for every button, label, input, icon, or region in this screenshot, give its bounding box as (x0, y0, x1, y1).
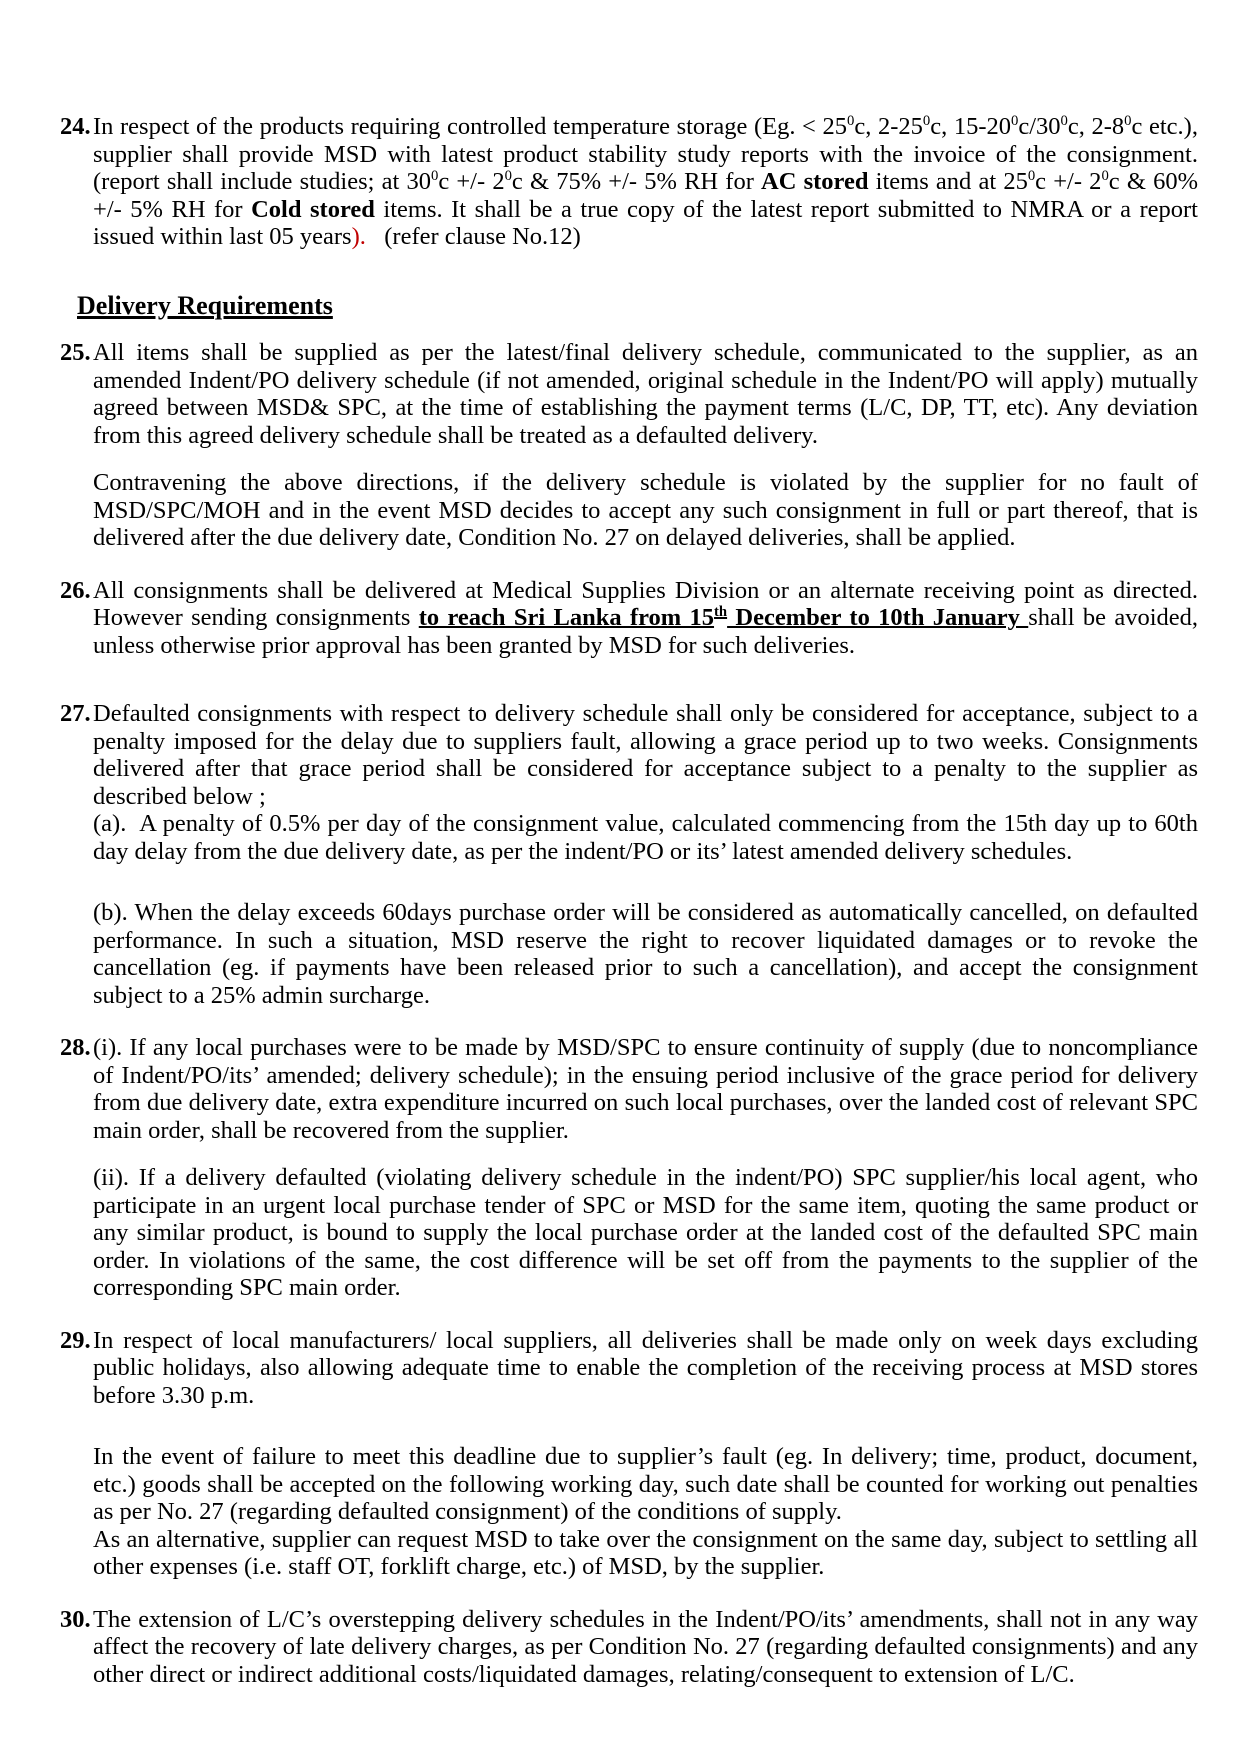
text-run: In the event of failure to meet this deadline due to supplier’s fault (eg. In delivery; time, product, document, etc.) goods shall be accepted on the following working day, such date shall be counted for working out penalties as per No. 27 (regarding defaulted consignment) of the conditions of supply. (93, 1443, 1198, 1525)
text-run: c, 2-25 (854, 113, 923, 140)
text-run: All items shall be supplied as per the latest/final delivery schedule, communicated to the supplier, as an amended Indent/PO delivery schedule (if not amended, original schedule in the Indent/PO will apply) mutually agreed between MSD& SPC, at the time of establishing the payment terms (L/C, DP, TT, etc). Any deviation from this agreed delivery schedule shall be treated as a defaulted delivery. (93, 339, 1198, 449)
text-run: c/30 (1018, 113, 1061, 140)
text-run: items. It shall be a true copy of the latest report submitted to NMRA or a report issued within last 05 years (93, 195, 1198, 250)
section-heading-delivery-requirements: Delivery Requirements (77, 290, 333, 320)
clause-28-subclause-i (93, 1034, 1198, 1144)
clause-26 (60, 577, 1198, 660)
clause-28-subclause-ii (93, 1164, 1198, 1302)
text-run: In respect of the products requiring controlled temperature storage (Eg. < 25 (93, 113, 847, 140)
text-run: The extension of L/C’s overstepping delivery schedules in the Indent/PO/its’ amendments, shall not in any way affect the recovery of late delivery charges, as per Condition No. 27 (regarding defaulted consignments) and any other direct or indirect additional costs/liquidated damages, relating/consequent to extension of L/C. (93, 1605, 1198, 1688)
text-run: Cold stored (251, 195, 375, 223)
text-run: In respect of local manufacturers/ local suppliers, all deliveries shall be made only on week days excluding public holidays, also allowing adequate time to enable the completion of the receiving process at MSD stores before 3.30 p.m. (93, 1326, 1198, 1409)
text-run: 0 (1060, 112, 1068, 129)
text-run: c & 60% +/- 5% RH for (93, 168, 1198, 223)
clause-number: 25. (60, 339, 91, 366)
clause-27-paragraph-1 (93, 700, 1198, 810)
clause-number: 27. (60, 700, 91, 727)
clause-29-paragraph-1 (93, 1327, 1198, 1410)
text-run: 0 (1101, 167, 1109, 184)
text-run: th (714, 603, 728, 620)
text-run: Contravening the above directions, if the delivery schedule is violated by the supplier for no fault of MSD/SPC/MOH and in the event MSD decides to accept any such consignment in full or part thereof, that is delivered after the due delivery date, Condition No. 27 on delayed deliveries, shall be applied. (93, 469, 1198, 551)
clause-25-paragraph-1 (93, 339, 1198, 449)
text-run: ). (351, 223, 366, 250)
clause-number: 30. (60, 1605, 91, 1633)
text-run: AC stored (761, 168, 869, 195)
text-run: items and at 25 (868, 168, 1028, 195)
text-run: (b). When the delay exceeds 60days purchase order will be considered as automatically cancelled, on defaulted performance. In such a situation, MSD reserve the right to recover liquidated damages or to revoke the cancellation (eg. if payments have been released prior to such a cancellation), and accept the consignment subject to a 25% admin surcharge. (93, 899, 1198, 1009)
text-run: (i). If any local purchases were to be made by MSD/SPC to ensure continuity of supply (due to noncompliance of Indent/PO/its’ amended; delivery schedule); in the ensuing period inclusive of the grace period for delivery from due delivery date, extra expenditure incurred on such local purchases, over the landed cost of relevant SPC main order, shall be recovered from the supplier. (93, 1034, 1198, 1144)
clause-26-paragraph-1 (93, 577, 1198, 660)
text-run: 0 (922, 112, 931, 129)
text-run: All consignments shall be delivered at Medical Supplies Division or an alternate receiving point as directed. However sending consignments (93, 576, 1198, 631)
text-run: c, 15-20 (930, 113, 1011, 140)
clause-27 (60, 700, 1198, 1009)
clause-number: 28. (60, 1034, 91, 1061)
clause-27-subclause-b (93, 899, 1198, 1009)
clause-29-paragraph-3 (93, 1526, 1198, 1581)
text-run: c +/- 2 (438, 168, 505, 195)
clause-25-paragraph-2 (93, 469, 1198, 552)
text-run: to reach Sri Lanka from 15 (418, 604, 715, 631)
text-run: c, 2-8 (1067, 113, 1125, 140)
text-run: (a). A penalty of 0.5% per day of the consignment value, calculated commencing from the 15th day up to 60th day delay from the due delivery date, as per the indent/PO or its’ latest amended delivery schedules. (93, 810, 1198, 865)
text-run: c & 75% +/- 5% RH for (511, 168, 762, 195)
text-run: c etc.), supplier shall provide MSD with latest product stability study reports with the invoice of the consignment.(report shall include studies; at 30 (93, 113, 1198, 195)
text-run: 0 (504, 167, 512, 184)
clause-25 (60, 339, 1198, 552)
text-run: December to 10th January (727, 604, 1029, 631)
clause-29 (60, 1327, 1198, 1581)
clause-27-subclause-a (93, 810, 1198, 865)
text-run: As an alternative, supplier can request MSD to take over the consignment on the same day, subject to settling all other expenses (i.e. staff OT, forklift charge, etc.) of MSD, by the supplier. (93, 1525, 1198, 1580)
clause-number: 26. (60, 576, 91, 604)
clause-24-paragraph-1 (93, 113, 1198, 251)
text-run: 0 (430, 167, 439, 184)
clause-28 (60, 1034, 1198, 1302)
text-run: Defaulted consignments with respect to delivery schedule shall only be considered for acceptance, subject to a penalty imposed for the delay due to suppliers fault, allowing a grace period up to two weeks. Consignments delivered after that grace period shall be considered for acceptance subject to a penalty to the supplier as described below ; (93, 700, 1198, 810)
clause-29-paragraph-2 (93, 1443, 1198, 1526)
clause-number: 24. (60, 113, 91, 140)
text-run: 0 (1027, 167, 1036, 184)
clause-number: 29. (60, 1326, 91, 1354)
clause-24 (60, 113, 1198, 251)
text-run: 0 (1124, 112, 1132, 129)
clause-30 (60, 1606, 1198, 1689)
text-run: (refer clause No.12) (365, 223, 581, 250)
text-run: (ii). If a delivery defaulted (violating delivery schedule in the indent/PO) SPC supplier/his local agent, who participate in an urgent local purchase tender of SPC or MSD for the same item, quoting the same product or any similar product, is bound to supply the local purchase order at the landed cost of the defaulted SPC main order. In violations of the same, the cost difference will be set off from the payments to the supplier of the corresponding SPC main order. (93, 1164, 1198, 1301)
clause-30-paragraph-1 (93, 1606, 1198, 1689)
text-run: 0 (847, 112, 855, 129)
text-run: shall be avoided, unless otherwise prior approval has been granted by MSD for such deliveries. (93, 604, 1198, 659)
text-run: c +/- 2 (1035, 168, 1102, 195)
text-run: 0 (1011, 112, 1019, 129)
